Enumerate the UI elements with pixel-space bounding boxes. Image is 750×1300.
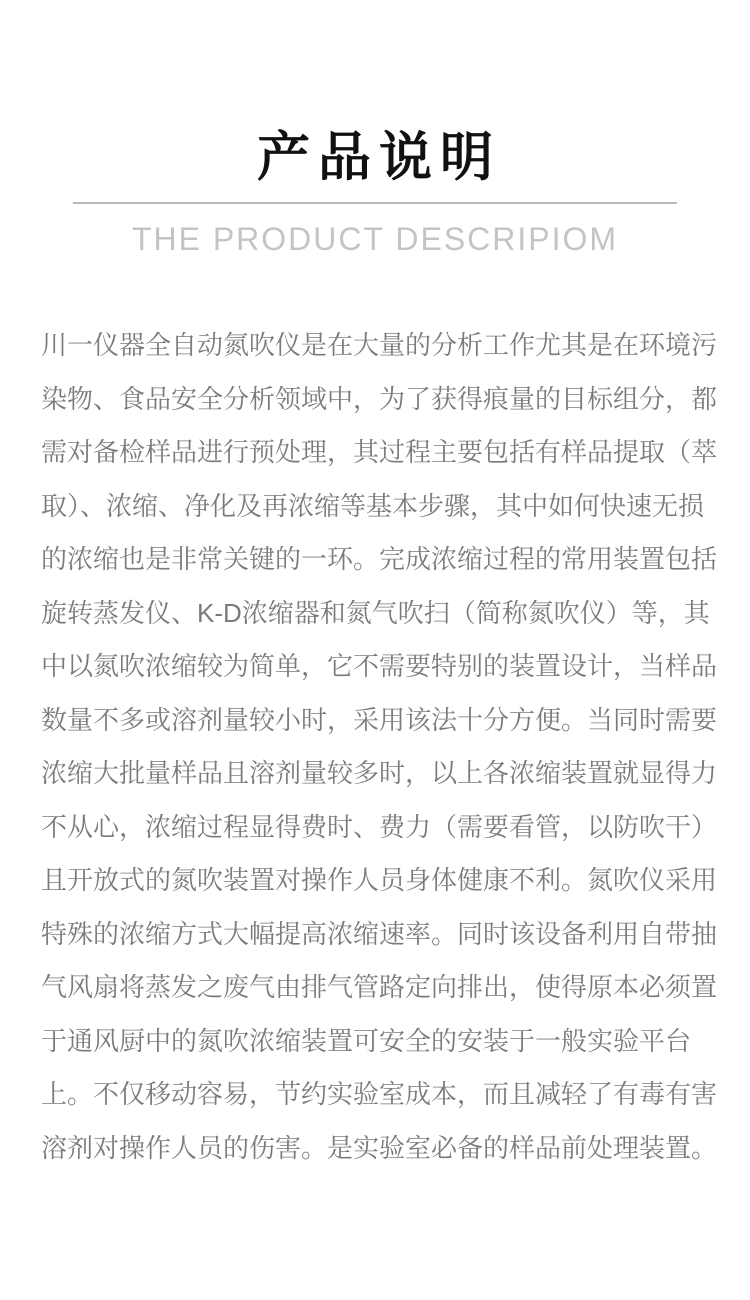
- paragraph-line: 取）、浓缩、净化及再浓缩等基本步骤，其中如何快速无损: [41, 490, 705, 521]
- paragraph-line: 染物、食品安全分析领域中，为了获得痕量的目标组分，都: [41, 383, 718, 414]
- paragraph-line: 上。不仅移动容易，节约实验室成本，而且减轻了有毒有害: [41, 1079, 718, 1109]
- paragraph-line: 旋转蒸发仪、K-D浓缩器和氮气吹扫（简称氮吹仪）等，其: [41, 597, 710, 628]
- paragraph-line: 气风扇将蒸发之废气由排气管路定向排出，使得原本必须置: [41, 972, 718, 1002]
- description-paragraph: [41, 319, 720, 1175]
- section-header: [0, 128, 750, 258]
- header-divider: [73, 202, 677, 204]
- paragraph-line: 于通风厨中的氮吹浓缩装置可安全的安装于一般实验平台: [41, 1025, 692, 1056]
- page-subtitle: THE PRODUCT DESCRIPIOM: [131, 221, 619, 257]
- paragraph-line: 数量不多或溶剂量较小时，采用该法十分方便。当同时需要: [41, 704, 718, 735]
- paragraph-line: 浓缩大批量样品且溶剂量较多时，以上各浓缩装置就显得力: [41, 758, 718, 788]
- paragraph-line: 溶剂对操作人员的伤害。是实验室必备的样品前处理装置。: [41, 1132, 718, 1163]
- paragraph-line: 川一仪器全自动氮吹仪是在大量的分析工作尤其是在环境污: [41, 330, 718, 360]
- paragraph-line: 且开放式的氮吹装置对操作人员身体健康不利。氮吹仪采用: [41, 865, 718, 895]
- paragraph-line: 特殊的浓缩方式大幅提高浓缩速率。同时该设备利用自带抽: [41, 918, 718, 949]
- paragraph-line: 中以氮吹浓缩较为简单，它不需要特别的装置设计，当样品: [41, 651, 718, 681]
- paragraph-line: 不从心，浓缩过程显得费时、费力（需要看管，以防吹干）: [41, 811, 718, 842]
- paragraph-line: 需对备检样品进行预处理，其过程主要包括有样品提取（萃: [41, 437, 718, 467]
- paragraph-line: 的浓缩也是非常关键的一环。完成浓缩过程的常用装置包括: [41, 544, 718, 574]
- page-title: 产品说明: [257, 128, 501, 187]
